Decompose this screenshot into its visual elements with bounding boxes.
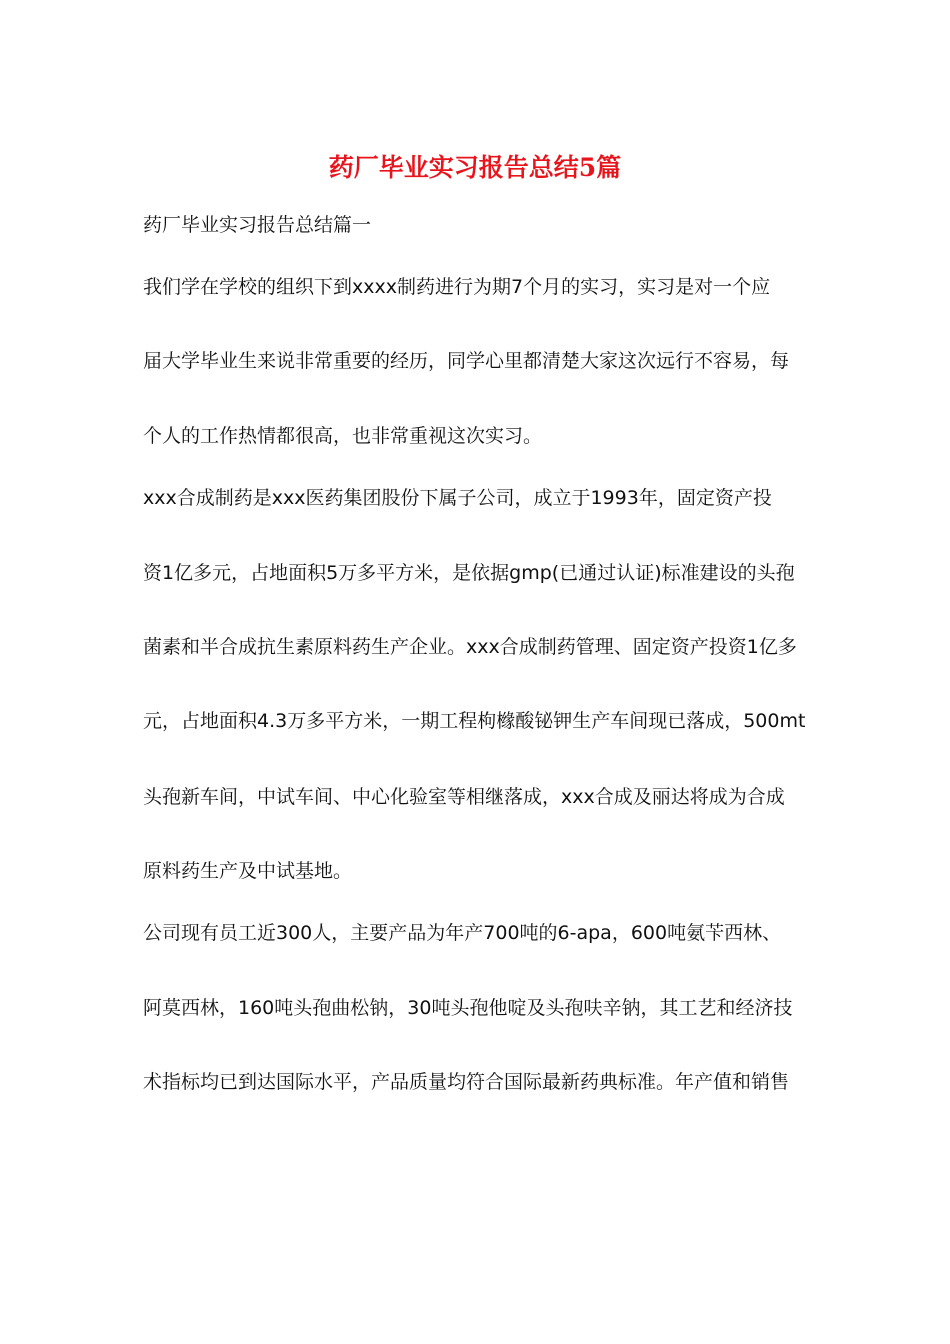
- paragraph-line: 个人的工作热情都很高，也非常重视这次实习。: [143, 425, 543, 447]
- paragraph-line: 头孢新车间，中试车间、中心化验室等相继落成，xxx合成及丽达将成为合成: [143, 786, 785, 808]
- paragraph-line: 阿莫西林，160吨头孢曲松钠，30吨头孢他啶及头孢呋辛钠，其工艺和经济技: [143, 997, 793, 1019]
- paragraph-line: xxx合成制药是xxx医药集团股份下属子公司，成立于1993年，固定资产投: [143, 487, 772, 509]
- paragraph-line: 原料药生产及中试基地。: [143, 860, 353, 882]
- paragraph-line: 元，占地面积4.3万多平方米，一期工程枸橼酸铋钾生产车间现已落成，500mt: [143, 710, 806, 732]
- paragraph-line: 菌素和半合成抗生素原料药生产企业。xxx合成制药管理、固定资产投资1亿多: [143, 636, 797, 658]
- document-title: 药厂毕业实习报告总结5篇: [328, 153, 622, 182]
- paragraph-line: 术指标均已到达国际水平，产品质量均符合国际最新药典标准。年产值和销售: [143, 1071, 790, 1093]
- paragraph-line: 资1亿多元，占地面积5万多平方米，是依据gmp(已通过认证)标准建设的头孢: [143, 562, 795, 584]
- paragraph-line: 届大学毕业生来说非常重要的经历，同学心里都清楚大家这次远行不容易，每: [143, 350, 790, 372]
- paragraph-line: 我们学在学校的组织下到xxxx制药进行为期7个月的实习，实习是对一个应: [143, 276, 771, 298]
- section-heading: 药厂毕业实习报告总结篇一: [143, 214, 372, 236]
- paragraph-line: 公司现有员工近300人，主要产品为年产700吨的6-apa，600吨氨苄西林、: [143, 922, 782, 944]
